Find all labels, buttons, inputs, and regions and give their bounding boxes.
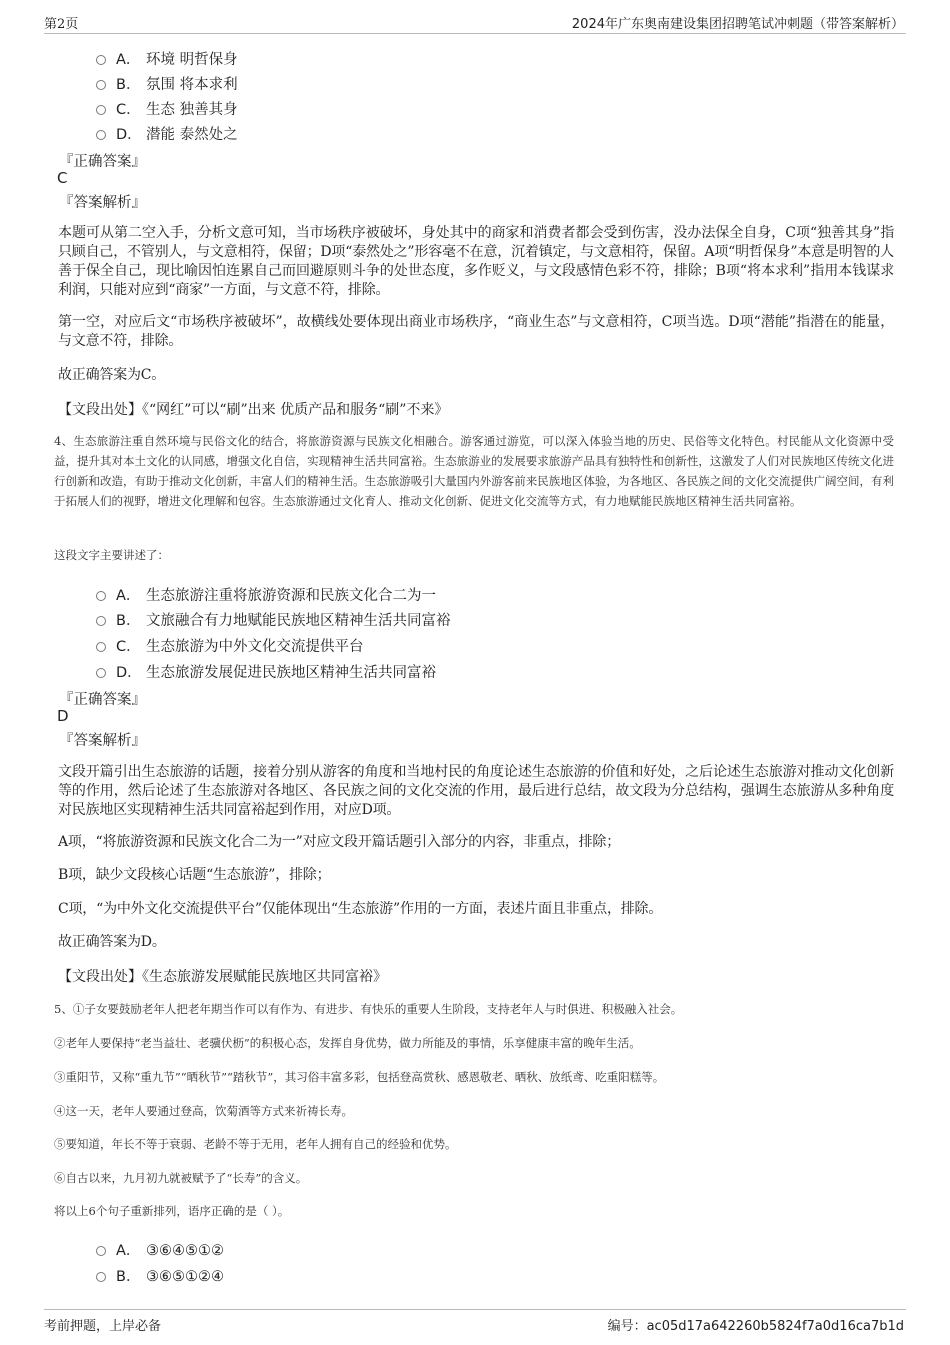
question-prompt: 这段文字主要讲述了：	[54, 548, 169, 562]
q4-option-a[interactable]: A． 生态旅游注重将旅游资源和民族文化合二为一	[96, 584, 436, 605]
q3-option-c[interactable]: C． 生态 独善其身	[96, 98, 238, 119]
radio-icon[interactable]	[96, 668, 106, 678]
sentence: ⑤要知道，年长不等于衰弱、老龄不等于无用，老年人拥有自己的经验和优势。	[54, 1137, 457, 1151]
q5-option-a[interactable]: A． ③⑥④⑤①②	[96, 1239, 224, 1260]
source-citation: 【文段出处】《生态旅游发展赋能民族地区共同富裕》	[58, 969, 387, 985]
sentence: ④这一天，老年人要通过登高，饮菊酒等方式来祈祷长寿。	[54, 1104, 353, 1118]
radio-icon[interactable]	[96, 1272, 106, 1282]
document-id: 编号：ac05d17a642260b5824f7a0d16ca7b1d	[607, 1319, 904, 1334]
answer-label: 『正确答案』	[59, 692, 146, 708]
question-stem: 4、生态旅游注重自然环境与民俗文化的结合，将旅游资源与民族文化相融合。游客通过游览，可以深入体验当地的历史、民俗等文化特色。村民能从文化资源中受益，提升其对本土文化的认同感，增强文化自信，实现精神生活共同富裕。生态旅游业的发展要求旅游产品具有独特性和创新性，这激发了人们对民族地区传统文化进行创新和改造，有助于推动文化创新，丰富人们的精神生活。生态旅游吸引大量国内外游客前来民族地区体验，为各地区、各民族之间的文化交流提供广阔空间，有利于拓展人们的视野，增进文化理解和包容。生态旅游通过文化育人、推动文化创新、促进文化交流等方式，有力地赋能民族地区精神生活共同富裕。	[54, 434, 894, 508]
analysis-paragraph: 第一空，对应后文“市场秩序被破坏”，故横线处要体现出商业市场秩序，“商业生态”与文意相符，C项当选。D项“潜能”指潜在的能量，与文意不符，排除。	[58, 314, 894, 349]
analysis-paragraph: B项，缺少文段核心话题“生态旅游”，排除；	[58, 867, 331, 883]
page-footer	[44, 1309, 906, 1339]
analysis-paragraph: C项，“为中外文化交流提供平台”仅能体现出“生态旅游”作用的一方面，表述片面且非重点，排除。	[58, 901, 663, 917]
analysis-paragraph: A项，“将旅游资源和民族文化合二为一”对应文段开篇话题引入部分的内容，非重点，排除；	[58, 834, 621, 850]
answer-value: C	[57, 169, 68, 187]
radio-icon[interactable]	[96, 1246, 106, 1256]
analysis-paragraph: 本题可从第二空入手，分析文意可知，当市场秩序被破坏，身处其中的商家和消费者都会受到伤害，没办法保全自身，C项“独善其身”指只顾自己，不管别人，与文意相符，保留；D项“泰然处之”形容毫不在意，沉着镇定，与文意相符，保留。A项“明哲保身”本意是明智的人善于保全自己，现比喻因怕连累自己而回避原则斗争的处世态度，多作贬义，与文段感情色彩不符，排除；B项“将本求利”指用本钱谋求利润，只能对应到“商家”一方面，与文意不符，排除。	[58, 225, 894, 298]
analysis-paragraph: 故正确答案为D。	[58, 934, 166, 950]
q3-option-b[interactable]: B． 氛围 将本求利	[96, 73, 238, 94]
q5-option-b[interactable]: B． ③⑥⑤①②④	[96, 1265, 224, 1286]
page-number: 第2页	[44, 17, 79, 32]
q4-option-b[interactable]: B． 文旅融合有力地赋能民族地区精神生活共同富裕	[96, 609, 451, 630]
document-title: 2024年广东奥南建设集团招聘笔试冲刺题（带答案解析）	[571, 17, 904, 32]
radio-icon[interactable]	[96, 55, 106, 65]
q3-option-a[interactable]: A． 环境 明哲保身	[96, 48, 238, 69]
radio-icon[interactable]	[96, 642, 106, 652]
source-citation: 【文段出处】《“网红”可以“刷”出来 优质产品和服务“刷”不来》	[58, 402, 449, 418]
radio-icon[interactable]	[96, 591, 106, 601]
analysis-label: 『答案解析』	[59, 733, 146, 749]
radio-icon[interactable]	[96, 105, 106, 115]
answer-label: 『正确答案』	[59, 154, 146, 170]
radio-icon[interactable]	[96, 616, 106, 626]
q3-option-d[interactable]: D． 潜能 泰然处之	[96, 123, 238, 144]
radio-icon[interactable]	[96, 130, 106, 140]
sentence: ③重阳节，又称“重九节”“晒秋节”“踏秋节”，其习俗丰富多彩，包括登高赏秋、感恩敬老、晒秋、放纸鸢、吃重阳糕等。	[54, 1070, 665, 1084]
analysis-paragraph: 文段开篇引出生态旅游的话题，接着分别从游客的角度和当地村民的角度论述生态旅游的价值和好处，之后论述生态旅游对推动文化创新等的作用，然后论述了生态旅游对各地区、各民族之间的文化交流的作用，最后进行总结，故文段为分总结构，强调生态旅游从多种角度对民族地区实现精神生活共同富裕起到作用，对应D项。	[58, 764, 894, 818]
sentence: ②老年人要保持“老当益壮、老骥伏枥”的积极心态，发挥自身优势，做力所能及的事情，乐享健康丰富的晚年生活。	[54, 1036, 641, 1050]
q4-option-c[interactable]: C． 生态旅游为中外文化交流提供平台	[96, 635, 364, 656]
sentence: 5、①子女要鼓励老年人把老年期当作可以有作为、有进步、有快乐的重要人生阶段，支持老年人与时俱进、积极融入社会。	[54, 1002, 683, 1016]
page-header	[44, 12, 906, 34]
question-prompt: 将以上6个句子重新排列，语序正确的是（ ）。	[54, 1204, 290, 1218]
answer-value: D	[57, 707, 69, 725]
footer-slogan: 考前押题，上岸必备	[44, 1319, 162, 1334]
analysis-paragraph: 故正确答案为C。	[58, 367, 166, 383]
sentence: ⑥自古以来，九月初九就被赋予了“长寿”的含义。	[54, 1171, 308, 1185]
q4-option-d[interactable]: D． 生态旅游发展促进民族地区精神生活共同富裕	[96, 661, 436, 682]
radio-icon[interactable]	[96, 80, 106, 90]
analysis-label: 『答案解析』	[59, 195, 146, 211]
